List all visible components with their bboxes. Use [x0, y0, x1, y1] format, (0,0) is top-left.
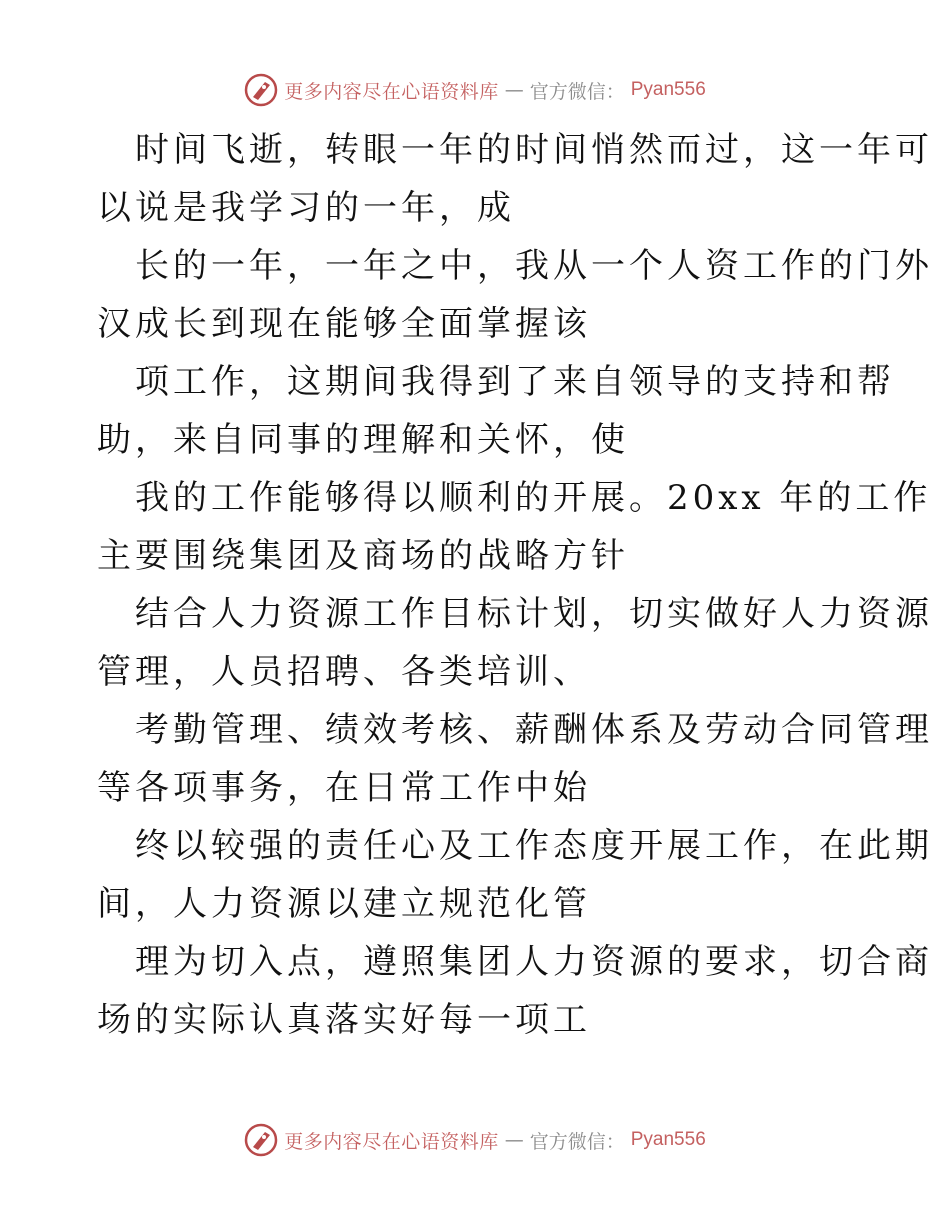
watermark-separator: —	[504, 79, 524, 101]
text-line: 时间飞逝，转眼一年的时间悄然而过，这一年可	[135, 130, 933, 170]
pen-nib-logo-icon	[244, 1123, 278, 1157]
watermark-text: 更多内容尽在心语资料库	[284, 80, 499, 103]
text-line: 结合人力资源工作目标计划，切实做好人力资源	[135, 594, 933, 634]
watermark-official-label: 官方微信：	[529, 1130, 625, 1153]
text-line: 长的一年，一年之中，我从一个人资工作的门外	[135, 246, 933, 286]
text-line: 主要围绕集团及商场的战略方针	[97, 536, 629, 576]
pen-nib-logo-icon	[244, 73, 278, 107]
text-line: 间，人力资源以建立规范化管	[97, 884, 591, 924]
document-body	[97, 121, 933, 1049]
watermark-wechat-id: Pyan556	[630, 1129, 706, 1150]
text-line: 终以较强的责任心及工作态度开展工作，在此期	[135, 826, 933, 866]
watermark-text: 更多内容尽在心语资料库	[284, 1130, 499, 1153]
text-line: 场的实际认真落实好每一项工	[97, 1000, 591, 1040]
text-line: 以说是我学习的一年，成	[97, 188, 515, 228]
text-line: 考勤管理、绩效考核、薪酬体系及劳动合同管理	[135, 710, 933, 750]
text-line: 理为切入点，遵照集团人力资源的要求，切合商	[135, 942, 933, 982]
footer-watermark	[0, 1120, 950, 1160]
text-line: 我的工作能够得以顺利的开展。20xx 年的工作	[135, 478, 932, 518]
watermark-separator: —	[504, 1129, 524, 1151]
text-line: 等各项事务，在日常工作中始	[97, 768, 591, 808]
watermark-official-label: 官方微信：	[529, 80, 625, 103]
header-watermark	[0, 70, 950, 110]
watermark-wechat-id: Pyan556	[630, 79, 706, 100]
text-line: 管理，人员招聘、各类培训、	[97, 652, 591, 692]
text-line: 项工作，这期间我得到了来自领导的支持和帮	[135, 362, 895, 402]
text-line: 助，来自同事的理解和关怀，使	[97, 420, 629, 460]
text-line: 汉成长到现在能够全面掌握该	[97, 304, 591, 344]
